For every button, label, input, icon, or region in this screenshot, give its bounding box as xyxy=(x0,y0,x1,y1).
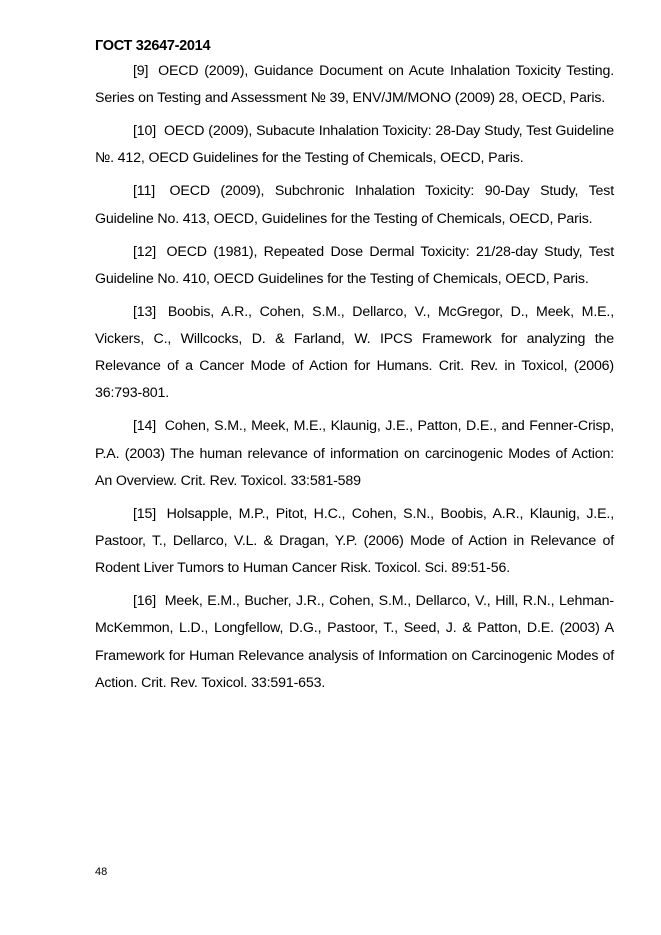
reference-text: OECD (1981), Repeated Dose Dermal Toxicity: 21/28-day Study, Test Guideline No. 410, OECD Guidelines for the Testing of Chemicals, OECD, Paris. xyxy=(95,243,614,287)
reference-item xyxy=(95,58,614,112)
reference-number: [12] xyxy=(133,243,157,260)
reference-text: Holsapple, M.P., Pitot, H.C., Cohen, S.N., Boobis, A.R., Klaunig, J.E., Pastoor, T., Dellarco, V.L. & Dragan, Y.P. (2006) Mode of Action in Relevance of Rodent Liver Tumors to Human Cancer Risk. Toxicol. Sci. 89:51-56. xyxy=(95,505,614,577)
reference-text: OECD (2009), Subacute Inhalation Toxicity: 28-Day Study, Test Guideline №. 412, OECD Guidelines for the Testing of Chemicals, OECD, Paris. xyxy=(95,123,614,167)
reference-number: [9] xyxy=(133,63,149,79)
document-code-header: ГОСТ 32647-2014 xyxy=(95,38,211,54)
page-number: 48 xyxy=(95,866,108,878)
reference-item xyxy=(95,588,614,697)
reference-number: [10] xyxy=(133,123,157,140)
reference-list xyxy=(95,58,614,703)
reference-number: [15] xyxy=(133,505,157,522)
reference-number: [16] xyxy=(133,593,157,610)
reference-item xyxy=(95,413,614,495)
reference-item xyxy=(95,239,614,293)
reference-item xyxy=(95,178,614,232)
reference-item xyxy=(95,501,614,583)
reference-number: [13] xyxy=(133,303,157,320)
reference-text: Meek, E.M., Bucher, J.R., Cohen, S.M., Dellarco, V., Hill, R.N., Lehman-McKemmon, L.D., Longfellow, D.G., Pastoor, T., Seed, J. & Patton, D.E. (2003) A Framework for Human Relevance analysis of Information on Carcinogenic Modes of Action. Crit. Rev. Toxicol. 33:591-653. xyxy=(95,593,614,691)
reference-item xyxy=(95,118,614,172)
reference-text: OECD (2009), Subchronic Inhalation Toxicity: 90-Day Study, Test Guideline No. 413, OECD, Guidelines for the Testing of Chemicals, OECD, Paris. xyxy=(95,183,615,227)
reference-item xyxy=(95,299,614,408)
reference-text: Cohen, S.M., Meek, M.E., Klaunig, J.E., Patton, D.E., and Fenner-Crisp, P.A. (2003) The human relevance of information on carcinogenic Modes of Action: An Overview. Crit. Rev. Toxicol. 33:581-589 xyxy=(95,418,614,489)
reference-text: OECD (2009), Guidance Document on Acute Inhalation Toxicity Testing. Series on Testing and Assessment № 39, ENV/JM/MONO (2009) 28, OECD, Paris. xyxy=(95,63,615,107)
reference-text: Boobis, A.R., Cohen, S.M., Dellarco, V., McGregor, D., Meek, M.E., Vickers, C., Willcocks, D. & Farland, W. IPCS Framework for analyzing the Relevance of a Cancer Mode of Action for Humans. Crit. Rev. in Toxicol, (2006) 36:793-801. xyxy=(95,303,615,402)
reference-number: [11] xyxy=(133,183,156,200)
reference-number: [14] xyxy=(133,418,157,435)
